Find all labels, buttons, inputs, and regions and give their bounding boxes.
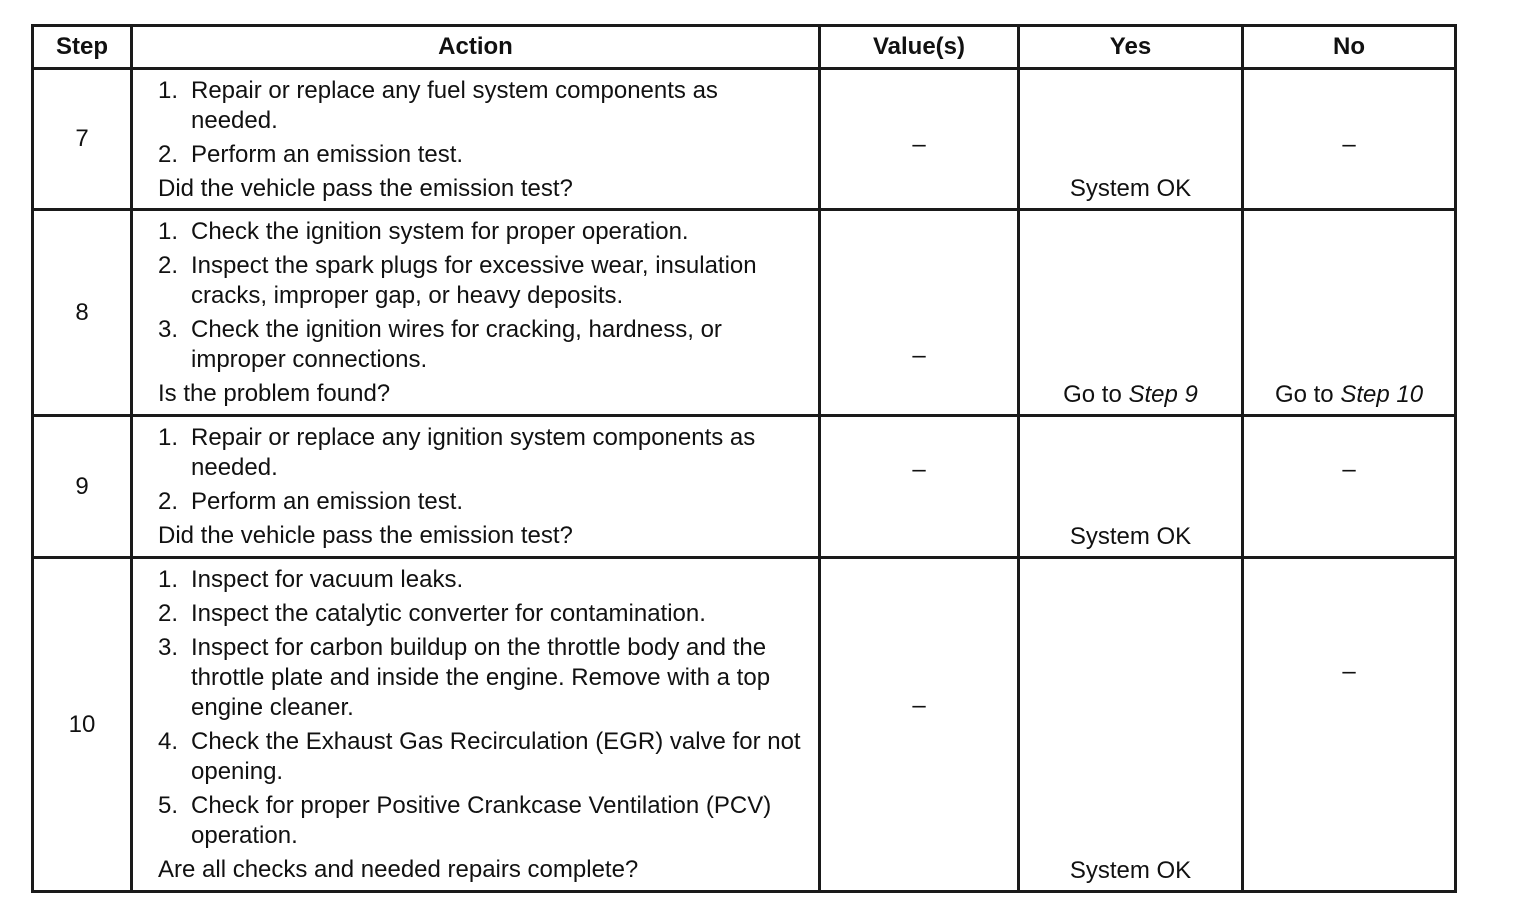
header-yes: Yes: [1019, 26, 1243, 69]
action-item: 3. Check the ignition wires for cracking, hardness, or improper connections.: [158, 316, 722, 373]
action-list: [158, 76, 808, 170]
step-number: 7: [33, 69, 132, 210]
yes-cell: System OK: [1019, 416, 1243, 558]
action-question: Are all checks and needed repairs complete?: [158, 856, 639, 883]
action-cell: [132, 210, 820, 416]
table-row: [33, 69, 1456, 210]
header-values: Value(s): [820, 26, 1019, 69]
action-cell: [132, 69, 820, 210]
value-cell: –: [820, 69, 1019, 210]
action-cell: [132, 558, 820, 892]
value-cell: –: [820, 558, 1019, 892]
action-item: 4. Check the Exhaust Gas Recirculation (EGR) valve for not opening.: [158, 728, 801, 785]
yes-cell: System OK: [1019, 69, 1243, 210]
action-question: Did the vehicle pass the emission test?: [158, 522, 573, 549]
yes-cell: [1019, 210, 1243, 416]
action-item: 1. Repair or replace any ignition system components as needed.: [158, 424, 756, 481]
header-action: Action: [132, 26, 820, 69]
action-item: 5. Check for proper Positive Crankcase Ventilation (PCV) operation.: [158, 792, 772, 849]
action-list: [158, 565, 808, 851]
header-step: Step: [33, 26, 132, 69]
action-item: 1. Repair or replace any fuel system components as needed.: [158, 77, 718, 134]
action-item: 2. Inspect the spark plugs for excessive wear, insulation cracks, improper gap, or heavy deposits.: [158, 252, 757, 309]
action-item: 2. Perform an emission test.: [158, 488, 464, 515]
action-item: 3. Inspect for carbon buildup on the throttle body and the throttle plate and inside the engine. Remove with a top engine cleaner.: [158, 634, 771, 721]
goto-link: Go to Step 9: [1063, 381, 1198, 408]
no-cell: –: [1243, 69, 1456, 210]
goto-link: Go to Step 10: [1274, 381, 1424, 408]
action-cell: [132, 416, 820, 558]
step-number: 9: [33, 416, 132, 558]
diagnostic-table: [31, 24, 1457, 893]
yes-cell: System OK: [1019, 558, 1243, 892]
action-item: 2. Inspect the catalytic converter for contamination.: [158, 600, 706, 627]
table-row: [33, 210, 1456, 416]
header-row: [33, 26, 1456, 69]
action-list: [158, 217, 808, 375]
action-item: 1. Inspect for vacuum leaks.: [158, 566, 464, 593]
no-cell: –: [1243, 416, 1456, 558]
action-item: 1. Check the ignition system for proper operation.: [158, 218, 689, 245]
action-list: [158, 423, 808, 517]
header-no: No: [1243, 26, 1456, 69]
action-item: 2. Perform an emission test.: [158, 141, 464, 168]
no-cell: [1243, 210, 1456, 416]
step-number: 8: [33, 210, 132, 416]
table-row: [33, 416, 1456, 558]
action-question: Did the vehicle pass the emission test?: [158, 175, 573, 202]
table-row: [33, 558, 1456, 892]
value-cell: –: [820, 210, 1019, 416]
value-cell: –: [820, 416, 1019, 558]
no-cell: –: [1243, 558, 1456, 892]
action-question: Is the problem found?: [158, 380, 391, 407]
step-number: 10: [33, 558, 132, 892]
